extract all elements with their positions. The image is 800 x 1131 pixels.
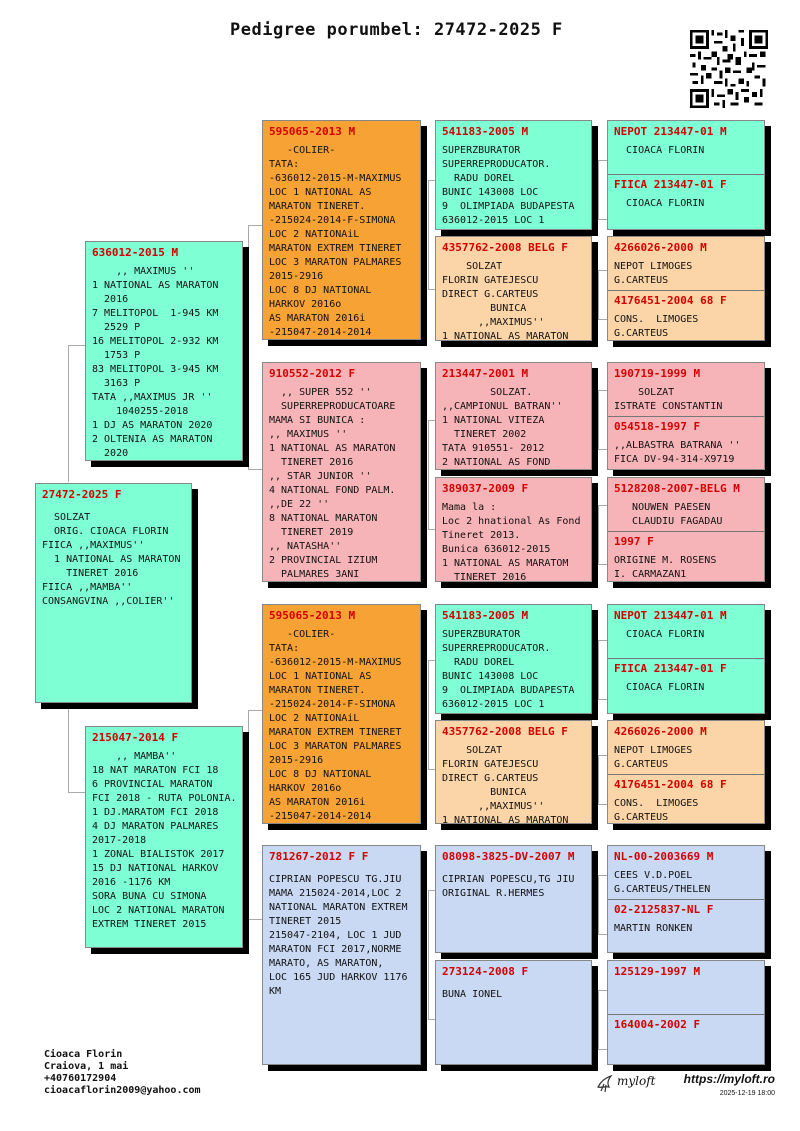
pigeon-notes: NEPOT LIMOGES G.CARTEUS xyxy=(614,745,693,770)
ring-id: FIICA 213447-01 F xyxy=(614,662,727,675)
great-grandparent-card xyxy=(435,120,592,230)
brand-footer xyxy=(595,1070,775,1102)
gen5-pair-card xyxy=(607,604,765,714)
ring-id: 4266026-2000 M xyxy=(614,725,707,738)
connector xyxy=(598,640,607,700)
pigeon-notes: NEPOT LIMOGES G.CARTEUS xyxy=(614,261,693,286)
ring-id: 4357762-2008 BELG F xyxy=(442,725,568,738)
ring-id: 910552-2012 F xyxy=(269,367,356,380)
granddam-card xyxy=(262,845,421,1065)
ring-id: 4176451-2004 68 F xyxy=(614,778,727,791)
ring-id: FIICA 213447-01 F xyxy=(614,178,727,191)
pigeon-notes: ,,ALBASTRA BATRANA '' FICA DV-94-314-X9719 xyxy=(614,440,741,465)
ring-id: NEPOT 213447-01 M xyxy=(614,609,727,622)
connector xyxy=(598,875,607,935)
dam-card xyxy=(85,726,243,948)
ring-id: 215047-2014 F xyxy=(92,731,179,744)
brand-url[interactable]: https://myloft.ro xyxy=(683,1072,775,1086)
ring-id: 213447-2001 M xyxy=(442,367,529,380)
gen5-pair-card xyxy=(607,960,765,1065)
connector xyxy=(598,160,607,220)
pigeon-notes: Mama la : Loc 2 hnational As Fond Tineret 2013. Bunica 636012-2015 1 NATIONAL AS MARATOM TINERET 2016 xyxy=(442,502,581,582)
pigeon-notes: CIPRIAN POPESCU,TG JIU ORIGINAL R.HERMES xyxy=(442,874,575,899)
great-grandparent-card xyxy=(435,720,592,824)
pigeon-notes: CEES V.D.POEL G.CARTEUS/THELEN xyxy=(614,870,711,895)
page-title: Pedigree porumbel: 27472-2025 F xyxy=(230,20,563,40)
gen5-pair-card xyxy=(607,362,765,470)
ring-id: 389037-2009 F xyxy=(442,482,529,495)
great-grandparent-card xyxy=(435,604,592,714)
connector xyxy=(428,180,435,290)
pigeon-notes: CIOACA FLORIN xyxy=(614,629,705,640)
ring-id: 781267-2012 F F xyxy=(269,850,369,863)
connector xyxy=(248,710,262,920)
pigeon-notes: SOLZAT ISTRATE CONSTANTIN xyxy=(614,387,723,412)
ring-id: 595065-2013 M xyxy=(269,125,356,138)
pigeon-notes: ORIGINE M. ROSENS I. CARMAZAN1 xyxy=(614,555,717,580)
ring-id: 27472-2025 F xyxy=(42,488,122,501)
brand-logo-text: myloft xyxy=(617,1074,656,1088)
gen5-pair-card xyxy=(607,120,765,230)
ring-id: 541183-2005 M xyxy=(442,609,529,622)
pigeon-notes: SUPERZBURATOR SUPERREPRODUCATOR. RADU DOREL BUNIC 143008 LOC 9 OLIMPIADA BUDAPESTA 636012-2015 LOC 1 xyxy=(442,629,575,710)
gen5-pair-card xyxy=(607,477,765,582)
connector xyxy=(428,890,435,1020)
ring-id: 4266026-2000 M xyxy=(614,241,707,254)
connector xyxy=(68,705,85,793)
pigeon-notes: NOUWEN PAESEN CLAUDIU FAGADAU xyxy=(632,502,723,527)
pigeon-notes: SUPERZBURATOR SUPERREPRODUCATOR. RADU DOREL BUNIC 143008 LOC 9 OLIMPIADA BUDAPESTA 636012-2015 LOC 1 xyxy=(442,145,575,226)
gen5-pair-card xyxy=(607,236,765,341)
ring-id: 541183-2005 M xyxy=(442,125,529,138)
qr-code xyxy=(690,30,768,108)
ring-id: 4357762-2008 BELG F xyxy=(442,241,568,254)
pigeon-logo-icon xyxy=(595,1072,617,1094)
pigeon-notes: -COLIER- TATA: -636012-2015-M-MAXIMUS LOC 1 NATIONAL AS MARATON TINERET. -215024-2014-F-SIMONA LOC 2 NATIONAiL MARATON EXTREM TINERET LOC 3 MARATON PALMARES 2015-2916 LOC 8 DJ NATIONAL HARKOV 2016o AS MARATON 2016i -215047-2014-2014 xyxy=(269,629,402,822)
connector xyxy=(598,505,607,565)
connector xyxy=(428,420,435,530)
pigeon-notes: ,, MAMBA'' 18 NAT MARATON FCI 18 6 PROVINCIAL MARATON FCI 2018 - RUTA POLONIA. 1 DJ.MARATOM FCI 2018 4 DJ MARATON PALMARES 2017-2018 1 ZONAL BIALISTOK 2017 15 DJ NATIONAL HARKOV 2016 -1176 KM SORA BUNA CU SIMONA LOC 2 NATIONAL MARATON EXTREM TINERET 2015 xyxy=(92,751,237,930)
great-grandparent-card xyxy=(435,362,592,470)
grandsire-card xyxy=(262,120,421,340)
pigeon-notes: CIOACA FLORIN xyxy=(614,198,705,209)
pigeon-notes: SOLZAT. ,,CAMPIONUL BATRAN'' 1 NATIONAL VITEZA TINERET 2002 TATA 910551- 2012 2 NATIONAL AS FOND xyxy=(442,387,563,468)
subject-card xyxy=(35,483,192,703)
ring-id: 636012-2015 M xyxy=(92,246,179,259)
connector xyxy=(248,225,262,470)
great-grandparent-card xyxy=(435,236,592,341)
connector xyxy=(68,345,85,482)
connector xyxy=(598,755,607,805)
gen5-pair-card xyxy=(607,845,765,953)
connector xyxy=(598,270,607,320)
great-grandparent-card xyxy=(435,960,592,1065)
ring-id: 125129-1997 M xyxy=(614,965,701,978)
pigeon-notes: BUNA IONEL xyxy=(442,989,503,1000)
ring-id: 5128208-2007-BELG M xyxy=(614,482,740,495)
great-grandparent-card xyxy=(435,845,592,953)
pigeon-notes: -COLIER- TATA: -636012-2015-M-MAXIMUS LOC 1 NATIONAL AS MARATON TINERET. -215024-2014-F-SIMONA LOC 2 NATIONAiL MARATON EXTREM TINERET LOC 3 MARATON PALMARES 2015-2916 LOC 8 DJ NATIONAL HARKOV 2016o AS MARATON 2016i -215047-2014-2014 xyxy=(269,145,402,338)
pigeon-notes: CONS. LIMOGES G.CARTEUS xyxy=(614,798,699,823)
ring-id: 02-2125837-NL F xyxy=(614,903,714,916)
pigeon-notes: CIOACA FLORIN xyxy=(614,682,705,693)
pigeon-notes: ,, SUPER 552 '' SUPERREPRODUCATOARE MAMA SI BUNICA : ,, MAXIMUS '' 1 NATIONAL AS MARATON TINERET 2016 ,, STAR JUNIOR '' 4 NATIONAL FOND PALM. ,,DE 22 '' 8 NATIONAL MARATON TINERET 2019 ,, NATASHA'' 2 PROVINCIAL IZIUM PALMARES 3ANI xyxy=(269,387,396,580)
pigeon-notes: CONS. LIMOGES G.CARTEUS xyxy=(614,314,699,339)
granddam-card xyxy=(262,362,421,582)
grandsire-card xyxy=(262,604,421,824)
pigeon-notes: SOLZAT ORIG. CIOACA FLORIN FIICA ,,MAXIMUS'' 1 NATIONAL AS MARATON TINERET 2016 FIICA ,,MAMBA'' CONSANGVINA ,,COLIER'' xyxy=(42,512,181,607)
ring-id: NL-00-2003669 M xyxy=(614,850,714,863)
pigeon-notes: CIPRIAN POPESCU TG.JIU MAMA 215024-2014,LOC 2 NATIONAL MARATON EXTREM TINERET 2015 215047-2104, LOC 1 JUD MARATON FCI 2017,NORME MARATO, AS MARATON, LOC 165 JUD HARKOV 1176 KM xyxy=(269,874,408,997)
pigeon-notes: MARTIN RONKEN xyxy=(614,923,693,934)
ring-id: 164004-2002 F xyxy=(614,1018,701,1031)
ring-id: 08098-3825-DV-2007 M xyxy=(442,850,575,863)
ring-id: 595065-2013 M xyxy=(269,609,356,622)
connector xyxy=(598,990,607,1050)
connector xyxy=(598,390,607,450)
pigeon-notes: SOLZAT FLORIN GATEJESCU DIRECT G.CARTEUS BUNICA ,,MAXIMUS'' 1 NATIONAL AS MARATON xyxy=(442,261,569,341)
pigeon-notes: SOLZAT FLORIN GATEJESCU DIRECT G.CARTEUS BUNICA ,,MAXIMUS'' 1 NATIONAL AS MARATON xyxy=(442,745,569,824)
ring-id: 273124-2008 F xyxy=(442,965,529,978)
ring-id: NEPOT 213447-01 M xyxy=(614,125,727,138)
great-grandparent-card xyxy=(435,477,592,582)
ring-id: 4176451-2004 68 F xyxy=(614,294,727,307)
ring-id: 190719-1999 M xyxy=(614,367,701,380)
ring-id: 1997 F xyxy=(614,535,654,548)
pigeon-notes: ,, MAXIMUS '' 1 NATIONAL AS MARATON 2016 7 MELITOPOL 1-945 KM 2529 P 16 MELITOPOL 2-932 KM 1753 P 83 MELITOPOL 3-945 KM 3163 P TATA ,,MAXIMUS JR '' 1040255-2018 1 DJ AS MARATON 2020 2 OLTENIA AS MARATON 2020 xyxy=(92,266,219,459)
gen5-pair-card xyxy=(607,720,765,824)
sire-card xyxy=(85,241,243,461)
connector xyxy=(428,660,435,770)
ring-id: 054518-1997 F xyxy=(614,420,701,433)
owner-contact: Cioaca Florin Craiova, 1 mai +40760172904 cioacaflorin2009@yahoo.com xyxy=(44,1049,201,1096)
print-date: 2025-12-19 18:00 xyxy=(719,1090,775,1097)
pigeon-notes: CIOACA FLORIN xyxy=(614,145,705,156)
